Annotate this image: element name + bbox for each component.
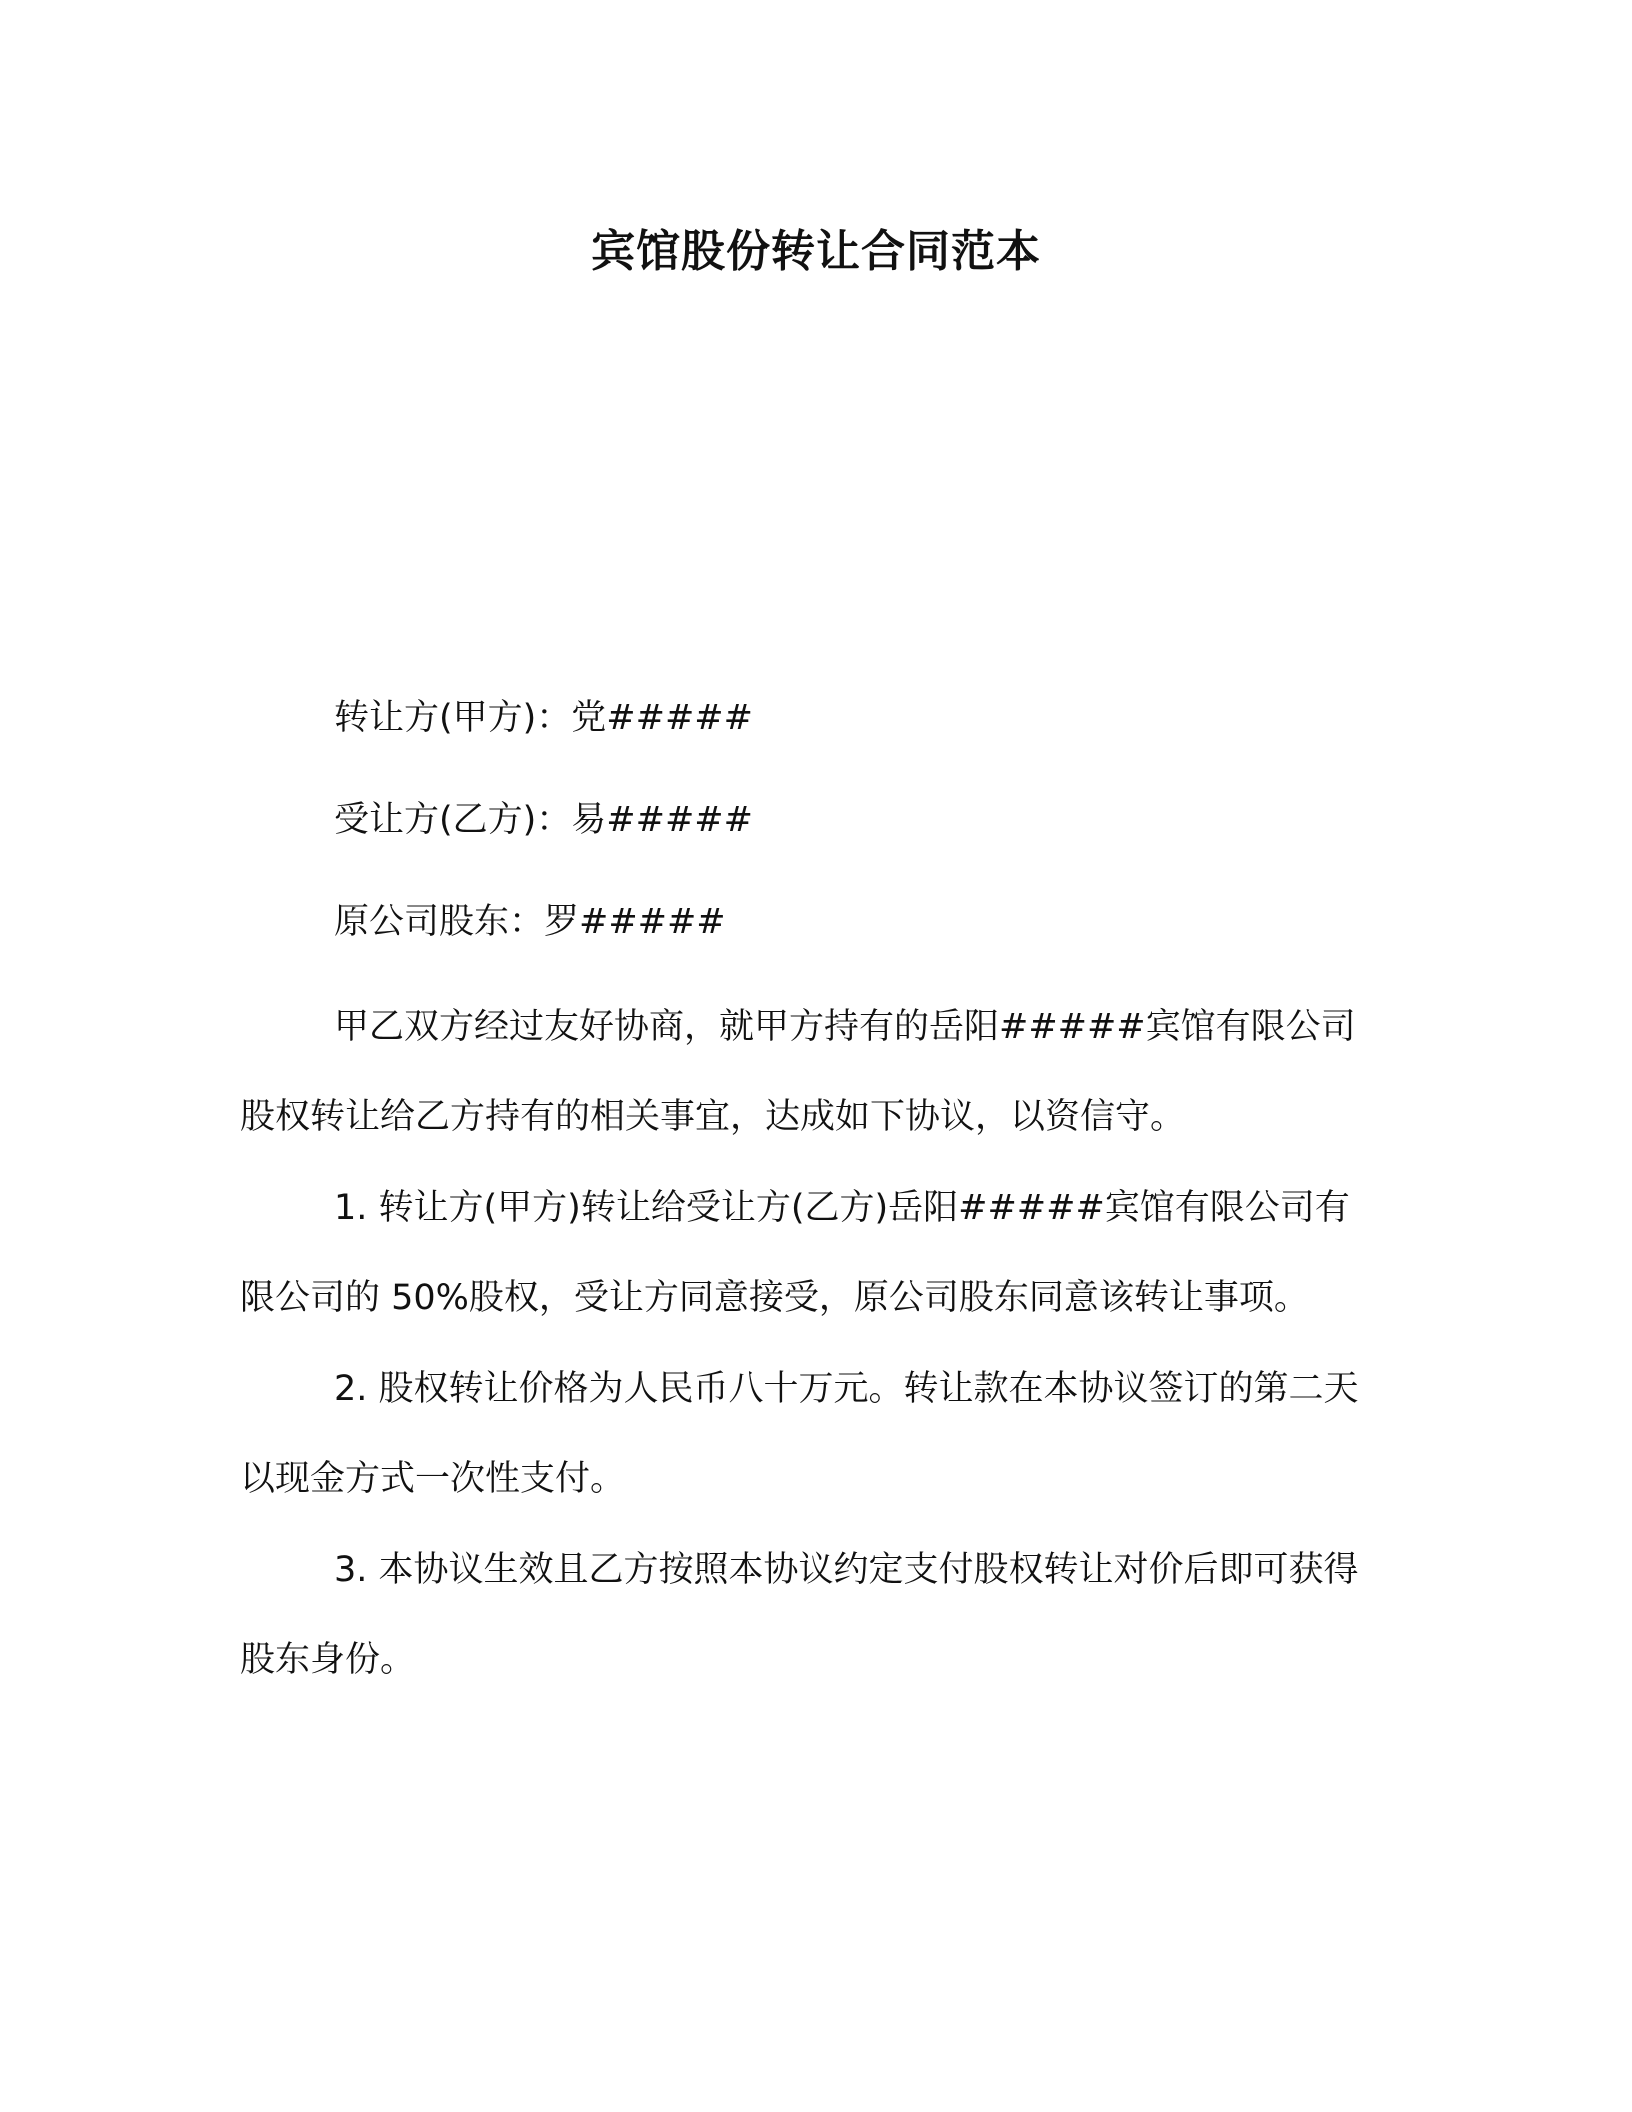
party-transferee: 受让方(乙方)：易#####	[334, 800, 753, 840]
document-title: 宾馆股份转让合同范本	[591, 226, 1041, 277]
party-transferor: 转让方(甲方)：党#####	[334, 698, 753, 738]
clause-3: 3. 本协议生效且乙方按照本协议约定支付股权转让对价后即可获得股东身份。	[240, 1550, 1359, 1680]
clause-2: 2. 股权转让价格为人民币八十万元。转让款在本协议签订的第二天以现金方式一次性支付。	[240, 1369, 1359, 1499]
clause-1: 1. 转让方(甲方)转让给受让方(乙方)岳阳#####宾馆有限公司有限公司的 50%股权，受让方同意接受，原公司股东同意该转让事项。	[240, 1188, 1350, 1318]
party-original-shareholder: 原公司股东：罗#####	[334, 902, 726, 942]
intro-paragraph: 甲乙双方经过友好协商，就甲方持有的岳阳#####宾馆有限公司股权转让给乙方持有的相关事宜，达成如下协议，以资信守。	[240, 1007, 1356, 1137]
